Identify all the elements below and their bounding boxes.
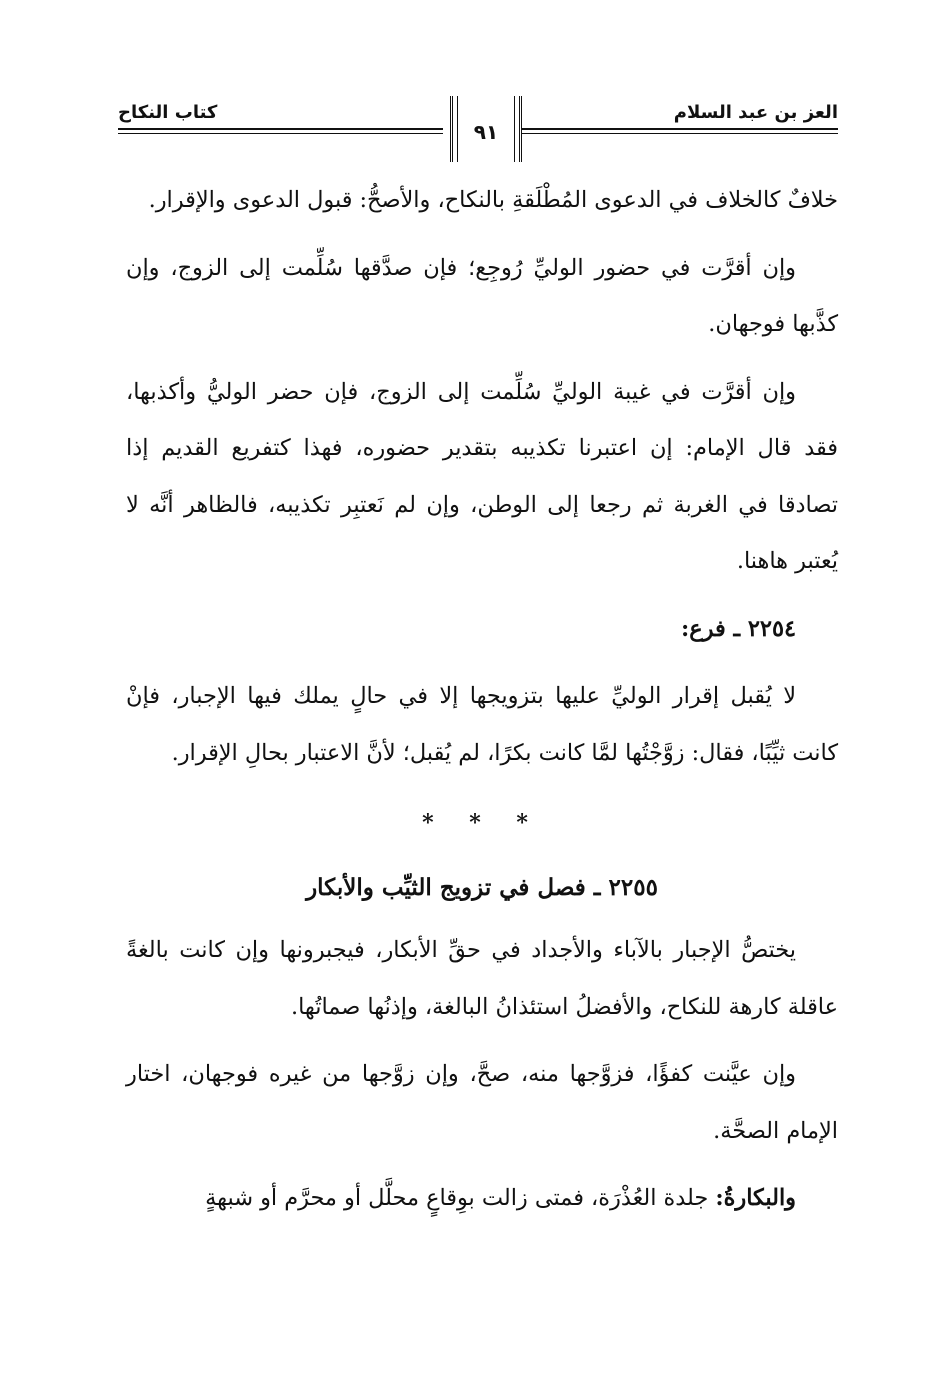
section-separator: * * * xyxy=(422,810,542,836)
paragraph: وإن أقرَّت في حضور الوليِّ رُوجِع؛ فإن صدَّقها سُلِّمت إلى الزوج، وإن كذَّبها فوجهان. xyxy=(126,254,838,337)
paragraph-continuation: خلافٌ كالخلاف في الدعوى المُطْلَقةِ بالنكاح، والأصحُّ: قبول الدعوى والإقرار. xyxy=(148,187,838,213)
section-title: ٢٢٥٥ ـ فصل في تزويج الثيِّب والأبكار xyxy=(306,873,658,901)
page-number: ٩١ xyxy=(473,120,499,144)
paragraph: وإن أقرَّت في غيبة الوليِّ سُلِّمت إلى الزوج، فإن حضر الوليُّ وأكذبها، فقد قال الإمام: إن اعتبرنا تكذيبه بتقدير حضوره، فهذا كتفريع القديم إذا تصادقا في الغربة ثم رجعا إلى الوطن، وإن لم نَعتبِر تكذيبه، فالظاهر أنَّه لا يُعتبر هاهنا. xyxy=(126,378,838,574)
page-body xyxy=(126,172,838,1238)
header-rule-right xyxy=(522,128,838,130)
paragraph: لا يُقبل إقرار الوليِّ عليها بتزويجها إلا في حالٍ يملك فيها الإجبار، فإنْ كانت ثيِّبًا، فقال: زوَّجْتُها لمَّا كانت بكرًا، لم يُقبل؛ لأنَّ الاعتبار بحالِ الإقرار. xyxy=(126,683,838,766)
paragraph-text: جلدة العُذْرَة، فمتى زالت بوِقاعٍ محلَّل أو محرَّم أو شبهةٍ xyxy=(205,1185,716,1211)
paragraph: يختصُّ الإجبار بالآباء والأجداد في حقِّ الأبكار، فيجبرونها وإن كانت بالغةً عاقلة كارهة للنكاح، والأفضلُ استئذانُ البالغة، وإذنُها صماتُها. xyxy=(126,937,838,1020)
page-header xyxy=(118,88,838,170)
page-number-frame xyxy=(450,96,522,162)
header-rule-left xyxy=(118,128,443,130)
bold-term: والبكارةُ: xyxy=(715,1185,796,1211)
paragraph: وإن عيَّنت كفؤًا، فزوَّجها منه، صحَّ، وإن زوَّجها من غيره فوجهان، اختار الإمام الصحَّة. xyxy=(126,1061,838,1144)
sub-heading: ٢٢٥٤ ـ فرع: xyxy=(681,615,796,642)
header-author: العز بن عبد السلام xyxy=(673,102,838,123)
paragraph xyxy=(126,1170,838,1227)
header-book-title: كتاب النكاح xyxy=(118,102,218,123)
